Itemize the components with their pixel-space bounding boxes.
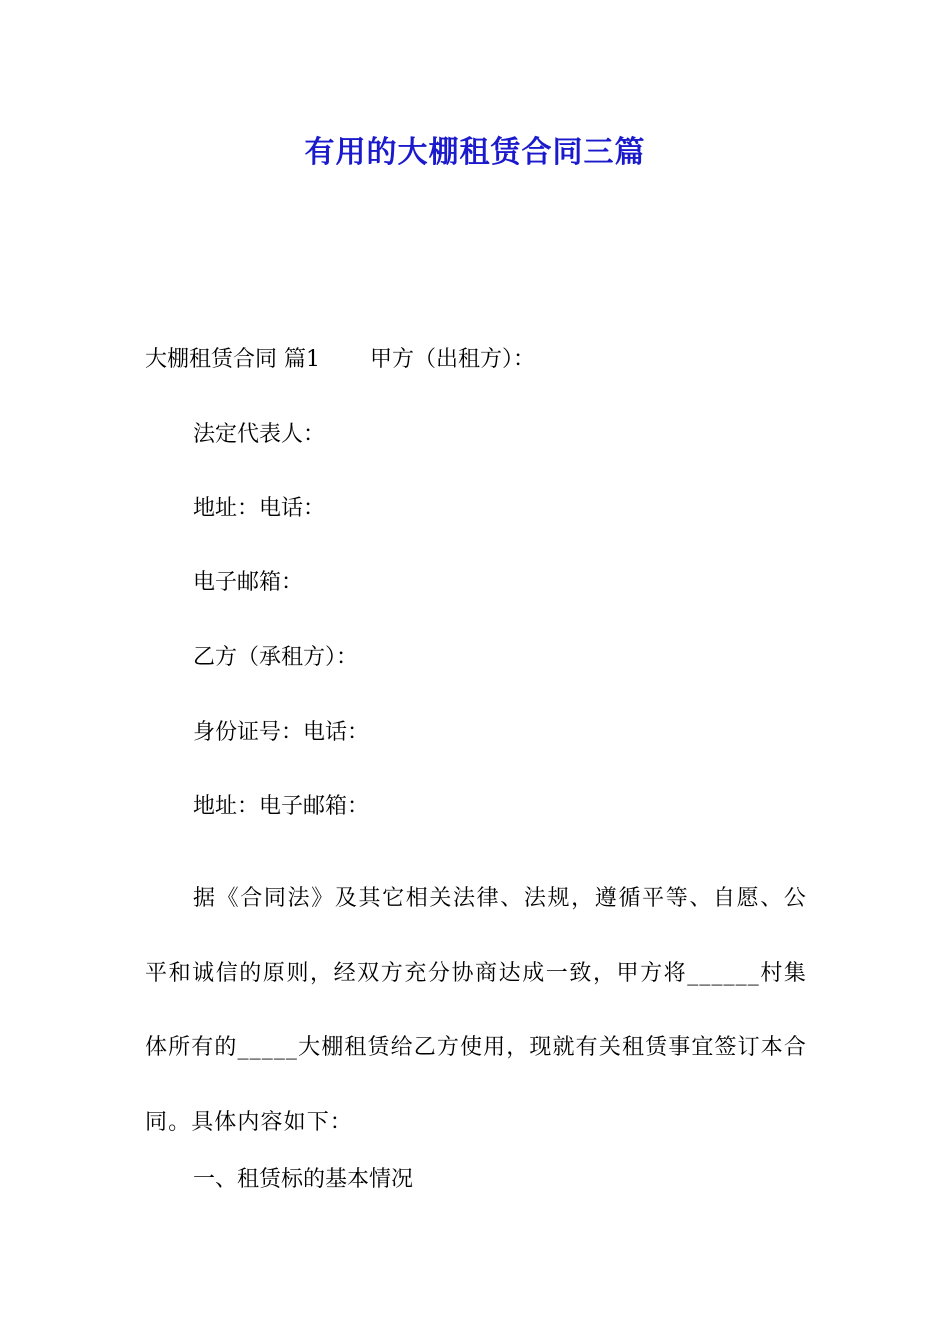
legal-rep-label: 法定代表人： <box>193 422 326 447</box>
party-a-label: 甲方（出租方）： <box>370 347 536 372</box>
intro-paragraph: 据《合同法》及其它相关法律、法规，遵循平等、自愿、公平和诚信的原则，经双方充分协商达成一致，甲方将______村集体所有的_____大棚租赁给乙方使用，现就有关租赁事宜签订本合同。具体内容如下： <box>145 886 807 1135</box>
party-b-label: 乙方（承租方）： <box>193 645 359 670</box>
contract-heading: 大棚租赁合同 篇1 <box>145 347 320 372</box>
email-label: 电子邮箱： <box>193 570 304 595</box>
first-line <box>145 340 535 380</box>
document-title: 有用的大棚租赁合同三篇 <box>304 135 646 170</box>
address-phone-label: 地址：电话： <box>193 496 326 521</box>
id-phone-label: 身份证号：电话： <box>193 720 370 745</box>
address-email-label: 地址：电子邮箱： <box>193 794 370 819</box>
section-heading-1: 一、租赁标的基本情况 <box>193 1167 414 1192</box>
